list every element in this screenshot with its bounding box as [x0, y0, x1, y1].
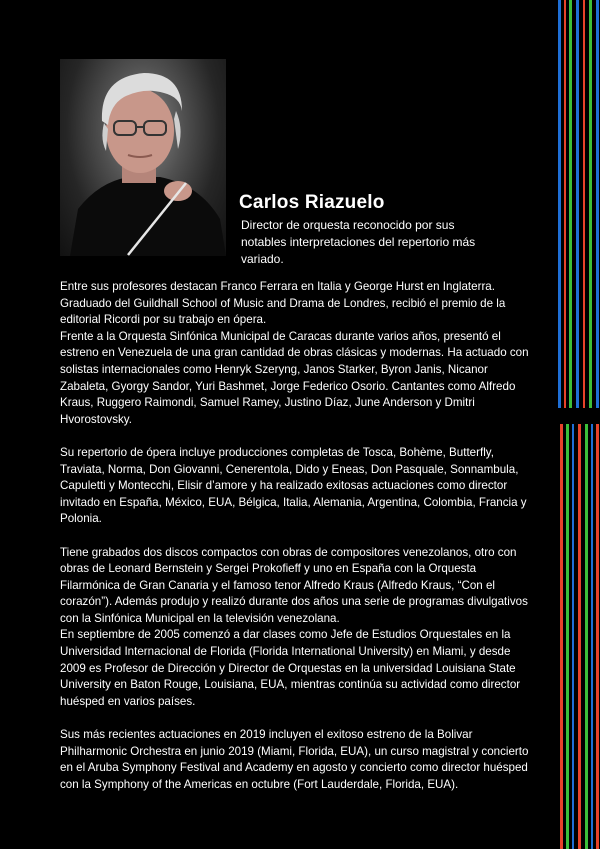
decorative-stripes — [556, 0, 600, 849]
bio-paragraph: Tiene grabados dos discos compactos con obras de compositores venezolanos, otro con obras de Leonard Bernstein y Sergei Prokofieff y uno en España con la Orquesta Filarmónica de Gran Canaria y el famoso tenor Alfredo Kraus (Alfredo Kraus, “Con el corazón”). Además produjo y realizó durante dos años una serie de programas divulgativos con la Sinfónica Municipal en la televisión venezolana. En septiembre de 2005 comenzó a dar clases como Jefe de Estudios Orquestales en la Universidad Internacional de Florida (Florida International University) en Miami, y desde 2009 es Profesor de Dirección y Director de Orquestas en la universidad Louisiana State University en Baton Rouge, Louisiana, EUA, mientras continúa su actividad como director huésped en varios países. — [60, 545, 528, 708]
biography — [60, 279, 530, 810]
portrait-photo — [60, 59, 226, 256]
bio-paragraph: Su repertorio de ópera incluye producciones completas de Tosca, Bohème, Butterfly, Traviata, Norma, Don Giovanni, Cenerentola, Dido y Eneas, Don Pasquale, Sonnambula, Capuletti y Montecchi, Elisir d’amore y ha realizado exitosas actuaciones como director invitado en España, México, EUA, Bélgica, Italia, Alemania, Argentina, Colombia, Francia y Polonia. — [60, 445, 527, 526]
subtitle: Director de orquesta reconocido por sus notables interpretaciones del repertorio más variado. — [241, 218, 476, 266]
bio-paragraph: Sus más recientes actuaciones en 2019 incluyen el exitoso estreno de la Bolivar Philharmonic Orchestra en junio 2019 (Miami, Florida, EUA), un curso magistral y concierto en el Aruba Symphony Festival and Academy en agosto y concierto como director huésped con la Symphony of the Americas en octubre (Fort Lauderdale, Florida, EUA). — [60, 728, 529, 791]
portrait-illustration — [60, 59, 226, 256]
page-title: Carlos Riazuelo — [239, 192, 385, 213]
bio-paragraph: Entre sus profesores destacan Franco Ferrara en Italia y George Hurst en Inglaterra. Graduado del Guildhall School of Music and Drama de Londres, recibió el premio de la editorial Ricordi por su trabajo en ópera. Frente a la Orquesta Sinfónica Municipal de Caracas durante varios años, presentó el estreno en Venezuela de una gran cantidad de obras clásicas y modernas. Ha actuado con solistas internacionales como Henryk Szeryng, Janos Starker, Byron Janis, Nicanor Zabaleta, Gyorgy Sandor, Yuri Bashmet, Jorge Federico Osorio. Cantantes como Alfredo Kraus, Ruggero Raimondi, Samuel Ramey, Justino Díaz, June Anderson y Dmitri Hvorostovsky. — [60, 280, 529, 426]
